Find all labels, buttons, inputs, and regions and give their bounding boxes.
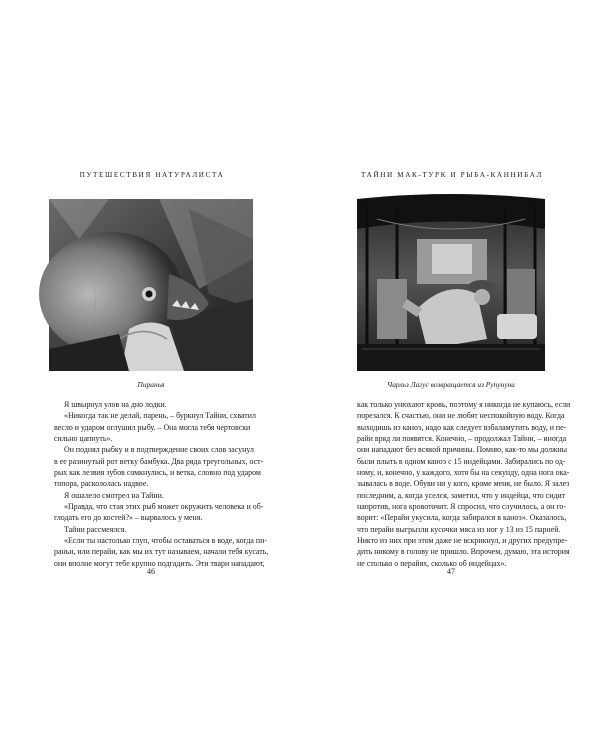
text-line: Я ошалело смотрел на Тайни. <box>64 490 164 500</box>
text-line: дить никому в голову не пришло. Впрочем, думаю, эта история <box>357 547 570 557</box>
running-head: ТАЙНИ МАК-ТУРК И РЫБА-КАННИБАЛ <box>361 171 543 179</box>
body-text <box>357 399 571 569</box>
text-line: не столько о перайях, сколько об индейцах». <box>357 558 507 568</box>
page-number: 46 <box>147 567 155 576</box>
text-line: были плыть в одном каноэ с 15 индейцами. Забирались по од- <box>357 456 566 466</box>
text-line: зывалась в воде. Обуви ни у кого, кроме меня, не было. Я залез <box>357 479 570 489</box>
text-line: сильно цапнуть». <box>54 434 113 444</box>
page-number: 47 <box>447 567 455 576</box>
text-line: напротив, нога кровоточит. Я спросил, что случилось, а он го- <box>357 502 566 512</box>
text-line: раньи, или перайи, как мы их тут называем, начали тебя кусать, <box>54 547 269 557</box>
text-line: как только унюхают кровь, поэтому я никогда не купаюсь, если <box>357 400 571 409</box>
text-line: ному, и, конечно, у каждого, хотя бы на секунду, одна нога ока- <box>357 468 570 478</box>
text-line: в ее разинутый рот ветку бамбука. Два ряда треугольных, ост- <box>54 456 264 466</box>
text-line: весло и ударом оглушил рыбу. – Она могла тебя чертовски <box>54 422 251 432</box>
text-line: порезался. К счастью, они не любят неспокойную воду. Когда <box>357 411 565 421</box>
text-line: «Правда, что стая этих рыб может окружить человека и об- <box>64 502 264 512</box>
text-line: Он поднял рыбку и в подтверждение своих слов засунул <box>64 445 254 455</box>
text-line: глодать его до костей?» – вырвалось у меня. <box>54 513 203 523</box>
text-line: райи вряд ли появятся. Конечно, – продолжал Тайни, – иногда <box>357 434 567 444</box>
photo-caption: Пиранья <box>137 380 165 389</box>
boat-interior-photo <box>357 199 545 371</box>
text-line: выходишь из каноэ, надо как следует взбаламутить воду, и пе- <box>357 422 567 432</box>
right-page <box>300 0 600 750</box>
text-line: что перайи выгрызли кусочки мяса из ног у 13 из 15 парней. <box>357 524 561 534</box>
body-text <box>54 399 269 569</box>
text-line: последним, а, когда уселся, заметил, что у индейца, что сидит <box>357 490 566 500</box>
text-line: Тайни рассмеялся. <box>64 524 127 534</box>
text-line: «Если ты настолько глуп, чтобы оставаться в воде, когда пи- <box>64 536 267 546</box>
text-line: ворит: «Перайи укусила, когда забирался в каноэ». Оказалось, <box>357 513 567 523</box>
text-line: Никто из них при этом даже не вскрикнул, и других предупре- <box>357 536 568 546</box>
text-line: они нападают без всякой причины. Помню, как-то мы должны <box>357 445 567 455</box>
running-head: ПУТЕШЕСТВИЯ НАТУРАЛИСТА <box>79 171 225 179</box>
text-line: рых как лезвия зубов сомкнулись, и ветка, словно под ударом <box>54 468 261 478</box>
text-line: они вполне могут тебе крупно подгадить. Эти твари нападают, <box>54 558 265 568</box>
text-line: «Никогда так не делай, парень, – буркнул Тайни, схватил <box>64 411 256 421</box>
text-line: топора, раскололась надвое. <box>54 479 149 489</box>
photo-caption: Чарльз Лагус возвращается из Рупунуни <box>387 380 515 389</box>
text-line: Я швырнул улов на дно лодки. <box>64 400 167 409</box>
piranha-photo <box>49 199 253 371</box>
